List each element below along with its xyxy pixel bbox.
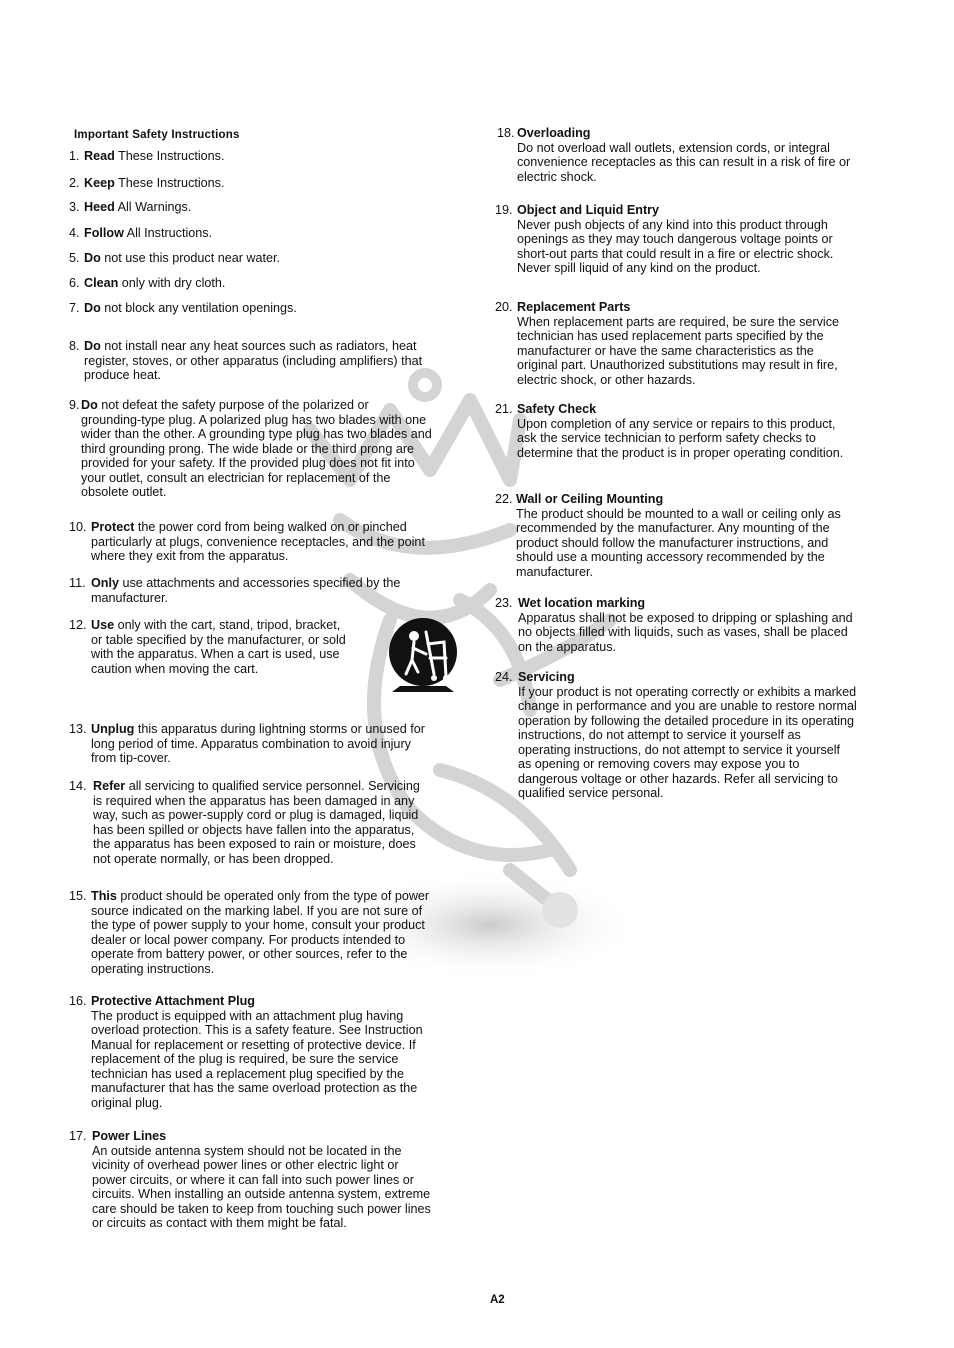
page-title: Important Safety Instructions [74,129,240,141]
item-heading: Power Lines [92,1129,167,1143]
item-text: Refer all servicing to qualified service personnel. Servicing is required when the apparatus has been damaged in any way, such as power-supply cord or plug is damaged, liquid has been spilled or objects have fallen into the apparatus, the apparatus has been exposed to rain or moisture, does not operate normally, or has been dropped. [93,779,420,866]
item-keyword: Keep [84,176,115,190]
item-number: 21. [495,402,513,416]
item-text: Do not install near any heat sources such as radiators, heat register, stoves, or other apparatus (including amplifiers) that produce heat. [84,339,423,382]
item-text: Only use attachments and accessories specified by the manufacturer. [91,576,401,605]
item-number: 19. [495,203,513,217]
item-text: The product is equipped with an attachment plug having overload protection. This is a safety feature. See Instruction Manual for replacement or resetting of protective device. If replacement of the plug is required, be sure the service technician has used a replacement plug specified by the manufacturer that has the same overload protection as the original plug. [91,1008,423,1110]
item-number: 20. [495,300,513,314]
safety-item [495,596,853,654]
item-keyword: Do [81,398,98,412]
item-number: 9. [69,398,80,412]
item-text: Keep These Instructions. [84,176,225,190]
item-number: 15. [69,889,87,903]
item-number: 3. [69,200,80,214]
item-text: Do not defeat the safety purpose of the polarized or grounding-type plug. A polarized plug has two blades with one wider than the other. A grounding type plug has two blades and third grounding prong. The wide blade or the third prong are provided for your safety. If the provided plug does not fit into your outlet, consult an electrician for replacement of the obsolete outlet. [81,398,432,499]
item-text: Follow All Instructions. [84,226,213,240]
item-text: Upon completion of any service or repairs to this product, ask the service technician to perform safety checks to determine that the product is in proper operating condition. [517,416,844,460]
item-heading: Overloading [517,126,591,140]
item-number: 10. [69,520,87,534]
safety-item [495,402,843,460]
item-number: 7. [69,301,80,315]
item-keyword: Use [91,618,115,632]
safety-item [497,126,850,184]
item-number: 18. [497,126,515,140]
safety-item [69,398,432,500]
item-number: 2. [69,176,80,190]
item-keyword: Heed [84,200,115,214]
item-number: 6. [69,276,80,290]
item-keyword: Do [84,301,101,315]
item-number: 23. [495,596,513,610]
item-keyword: Refer [93,779,126,793]
item-keyword: Do [84,339,101,353]
item-text: When replacement parts are required, be sure the service technician has used replacement parts specified by the manufacturer or have the same characteristics as the original part. Unauthorized substitutions may result in fire, electric shock, or other hazards. [517,314,840,387]
item-text: This product should be operated only from the type of power source indicated on the marking label. If you are not sure of the type of power supply to your home, consult your product dealer or local power company. For products intended to operate from battery power, or other sources, refer to the operating instructions. [91,889,430,976]
item-heading: Safety Check [517,402,597,416]
safety-item [69,251,280,266]
item-text: Do not overload wall outlets, extension cords, or integral convenience receptacles as this can result in a risk of fire or electric shock. [517,140,851,184]
item-heading: Servicing [518,670,575,684]
item-text: Do not use this product near water. [84,251,281,265]
item-text: The product should be mounted to a wall or ceiling only as recommended by the manufacturer. Any mounting of the product should follow the manufacturer instructions, and should use a mounting accessory recommended by the manufacturer. [516,506,841,579]
safety-item [69,226,212,241]
safety-item [495,300,839,387]
safety-item [495,492,841,579]
safety-item [69,276,225,291]
item-text: Do not block any ventilation openings. [84,301,297,315]
item-text: Apparatus shall not be exposed to dripping or splashing and no objects filled with liquids, such as vases, shall be placed on the apparatus. [518,610,853,654]
item-text: Read These Instructions. [84,149,225,163]
item-number: 5. [69,251,80,265]
item-text: Protect the power cord from being walked on or pinched particularly at plugs, convenience receptacles, and the point where they exit from the apparatus. [91,520,425,563]
safety-item [69,520,425,564]
item-text: Use only with the cart, stand, tripod, bracket, or table specified by the manufacturer, or sold with the apparatus. When a cart is used, use caution when moving the cart. [91,618,346,676]
item-text: Never push objects of any kind into this product through openings as they may touch dangerous voltage points or short-out parts that could result in a fire or electric shock. Never spill liquid of any kind on the product. [517,217,834,275]
item-number: 17. [69,1129,87,1143]
safety-item [69,176,224,191]
safety-item [69,722,425,766]
safety-item [69,618,346,676]
item-number: 4. [69,226,80,240]
item-number: 22. [495,492,513,506]
safety-item [69,779,420,866]
item-text: Clean only with dry cloth. [84,276,226,290]
item-number: 8. [69,339,80,353]
safety-item [69,994,423,1110]
item-heading: Replacement Parts [517,300,631,314]
item-number: 16. [69,994,87,1008]
item-number: 24. [495,670,513,684]
safety-item [69,889,429,976]
safety-item [69,1129,431,1231]
safety-item [69,301,297,316]
item-heading: Wet location marking [518,596,646,610]
page-number: A2 [490,1294,505,1306]
safety-item [69,576,400,605]
safety-item [69,339,422,383]
safety-item [69,200,191,215]
item-number: 13. [69,722,87,736]
item-keyword: Do [84,251,101,265]
safety-item [495,670,857,801]
item-text: Unplug this apparatus during lightning storms or unused for long period of time. Apparatus combination to avoid injury from tip-cover. [91,722,425,765]
item-keyword: Only [91,576,119,590]
item-keyword: Read [84,149,115,163]
item-heading: Protective Attachment Plug [91,994,255,1008]
item-keyword: Follow [84,226,124,240]
item-heading: Object and Liquid Entry [517,203,660,217]
item-keyword: Unplug [91,722,135,736]
item-keyword: This [91,889,117,903]
item-number: 12. [69,618,87,632]
cart-warning-icon [386,614,460,698]
safety-item [495,203,833,276]
item-text: An outside antenna system should not be located in the vicinity of overhead power lines or other electric light or power circuits, or where it can fall into such power lines or circuits. When installing an outside antenna system, extreme care should be taken to keep from touching such power lines or circuits as contact with them might be fatal. [92,1143,431,1230]
item-heading: Wall or Ceiling Mounting [516,492,664,506]
item-text: Heed All Warnings. [84,200,192,214]
item-text: If your product is not operating correctly or exhibits a marked change in performance and you are unable to restore normal operation by following the detailed procedure in its operating instructions, do not attempt to service it yourself as operating instructions, do not attempt to service it yourself as opening or removing covers may expose you to dangerous voltage or other hazards. Refer all servicing to qualified service personal. [518,684,857,800]
item-number: 11. [69,576,86,590]
item-number: 1. [69,149,80,163]
item-keyword: Clean [84,276,119,290]
item-keyword: Protect [91,520,135,534]
item-number: 14. [69,779,87,793]
safety-item [69,149,224,164]
